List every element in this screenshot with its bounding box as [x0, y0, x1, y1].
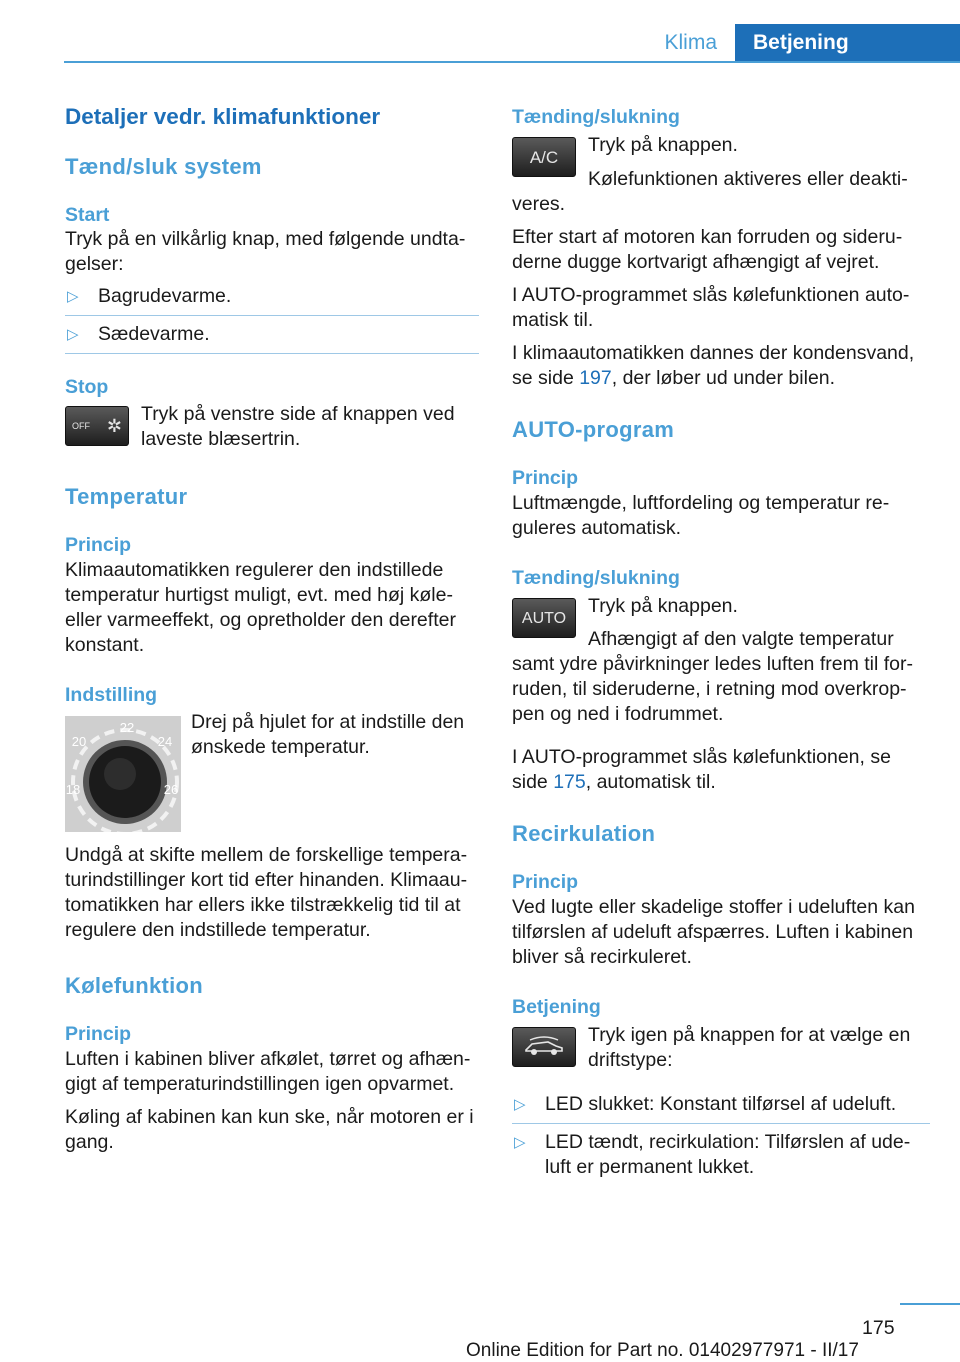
start-exceptions-list	[65, 284, 479, 354]
list-item: ▷ Bagrudevarme.	[65, 284, 479, 316]
auto-block	[512, 594, 930, 727]
stop-text: Tryk på venstre side af knappen ved laveste blæsertrin.	[141, 403, 455, 450]
dial-label: 26	[163, 782, 179, 797]
heading-auto-program: AUTO-program	[512, 417, 675, 442]
temperature-dial-image	[65, 716, 181, 832]
ac-button-image: A/C	[512, 137, 576, 177]
bullet-triangle-icon: ▷	[67, 288, 79, 305]
fan-icon: ✲	[106, 415, 122, 436]
section-tab-klima[interactable]: Klima	[664, 31, 717, 54]
heading-indstilling: Indstilling	[65, 684, 158, 706]
recirculation-button-image	[512, 1027, 576, 1067]
ac-line-2: Kølefunktionen aktiveres eller deakti-veres.	[512, 168, 908, 215]
list-item: ▷ LED tændt, recirkulation: Tilførslen af ude-luft er permanent lukket.	[514, 1131, 911, 1178]
start-text: Tryk på en vilkårlig knap, med følgende undta-gelser:	[65, 228, 466, 275]
heading-betjening: Betjening	[512, 996, 601, 1018]
footer-divider	[900, 1303, 960, 1305]
dial-label: 22	[119, 720, 135, 735]
indstilling-text: Drej på hjulet for at indstille den ønskede temperatur.	[191, 711, 465, 758]
bullet-triangle-icon: ▷	[514, 1096, 526, 1113]
right-column	[512, 100, 930, 1186]
recirk-modes-list	[512, 1092, 930, 1186]
ac-para-2: I AUTO-programmet slås kølefunktionen auto-matisk til.	[512, 284, 910, 331]
betjening-text: Tryk igen på knappen for at vælge en driftstype:	[588, 1024, 911, 1071]
recirk-princip-text: Ved lugte eller skadelige stoffer i udeluften kan tilførslen af udeluft afspærres. Luften i kabinen bliver så recirkuleret.	[512, 896, 915, 968]
heading-princip: Princip	[65, 1023, 132, 1045]
recirculation-car-icon	[522, 1036, 566, 1058]
kolefunktion-text-2: Køling af kabinen kan kun ske, når motoren er i gang.	[65, 1106, 474, 1153]
heading-temperatur: Temperatur	[65, 484, 188, 509]
auto-button-image: AUTO	[512, 598, 576, 638]
header-divider	[64, 61, 960, 63]
heading-princip: Princip	[512, 467, 579, 489]
heading-princip: Princip	[512, 871, 579, 893]
heading-recirkulation: Recirkulation	[512, 821, 656, 846]
indstilling-row	[65, 710, 479, 840]
heading-kolefunktion: Kølefunktion	[65, 973, 204, 998]
heading-taending-slukning: Tænding/slukning	[512, 106, 680, 128]
page-link-175[interactable]: 175	[553, 771, 586, 793]
ac-para-1: Efter start af motoren kan forruden og sideru-derne dugge kortvarigt afhængigt af vejret.	[512, 226, 903, 273]
stop-row	[65, 402, 479, 454]
page-link-197[interactable]: 197	[579, 367, 612, 389]
ac-line-1: Tryk på knappen.	[588, 134, 738, 156]
heading-princip: Princip	[65, 534, 132, 556]
heading-taending-slukning: Tænding/slukning	[512, 567, 680, 589]
bullet-triangle-icon: ▷	[67, 326, 79, 343]
dial-label: 18	[65, 782, 81, 797]
kolefunktion-text-1: Luften i kabinen bliver afkølet, tørret og afhæn-gigt af temperaturindstillingen igen opvarmet.	[65, 1048, 471, 1095]
heading-stop: Stop	[65, 376, 109, 398]
heading-start: Start	[65, 204, 110, 226]
dial-label: 20	[71, 734, 87, 749]
fan-off-label: OFF	[72, 420, 90, 431]
bullet-triangle-icon: ▷	[514, 1134, 526, 1151]
auto-line-1: Tryk på knappen.	[588, 595, 738, 617]
dial-label: 24	[157, 734, 173, 749]
recirk-row	[512, 1023, 930, 1087]
list-item: ▷ Sædevarme.	[65, 316, 479, 354]
temperatur-note: Undgå at skifte mellem de forskellige tempera-turindstillinger kort tid efter hinanden. Klimaau-tomatikken har ellers ikke tilstrækkelig tid til at regulere den indstillede temperatur.	[65, 844, 468, 941]
auto-line-2: Afhængigt af den valgte temperatur samt ydre påvirkninger ledes luften frem til for-ruden, til sideruderne, i retning mod overkrop-pen og ned i fodrummet.	[512, 628, 913, 725]
edition-info: Online Edition for Part no. 01402977971 - II/17	[466, 1340, 859, 1361]
temperatur-princip-text: Klimaautomatikken regulerer den indstillede temperatur hurtigst muligt, evt. med høj køle- eller varmeeffekt, og opretholder den derefter konstant.	[65, 559, 456, 656]
chapter-tab-betjening[interactable]: Betjening	[735, 24, 960, 62]
heading-taend-sluk: Tænd/sluk system	[65, 154, 262, 179]
page-number: 175	[862, 1317, 895, 1339]
page-header	[664, 24, 960, 62]
auto-princip-text: Luftmængde, luftfordeling og temperatur re-guleres automatisk.	[512, 492, 890, 539]
list-item: ▷ LED slukket: Konstant tilførsel af udeluft.	[512, 1092, 930, 1124]
ac-block	[512, 133, 930, 217]
auto-para: I AUTO-programmet slås kølefunktionen, se side 175, automatisk til.	[512, 746, 891, 793]
left-column	[65, 100, 479, 1155]
fan-button-image	[65, 406, 129, 446]
ac-para-3: I klimaautomatikken dannes der kondensvand, se side 197, der løber ud under bilen.	[512, 342, 915, 389]
section-title: Detaljer vedr. klimafunktioner	[65, 104, 381, 129]
